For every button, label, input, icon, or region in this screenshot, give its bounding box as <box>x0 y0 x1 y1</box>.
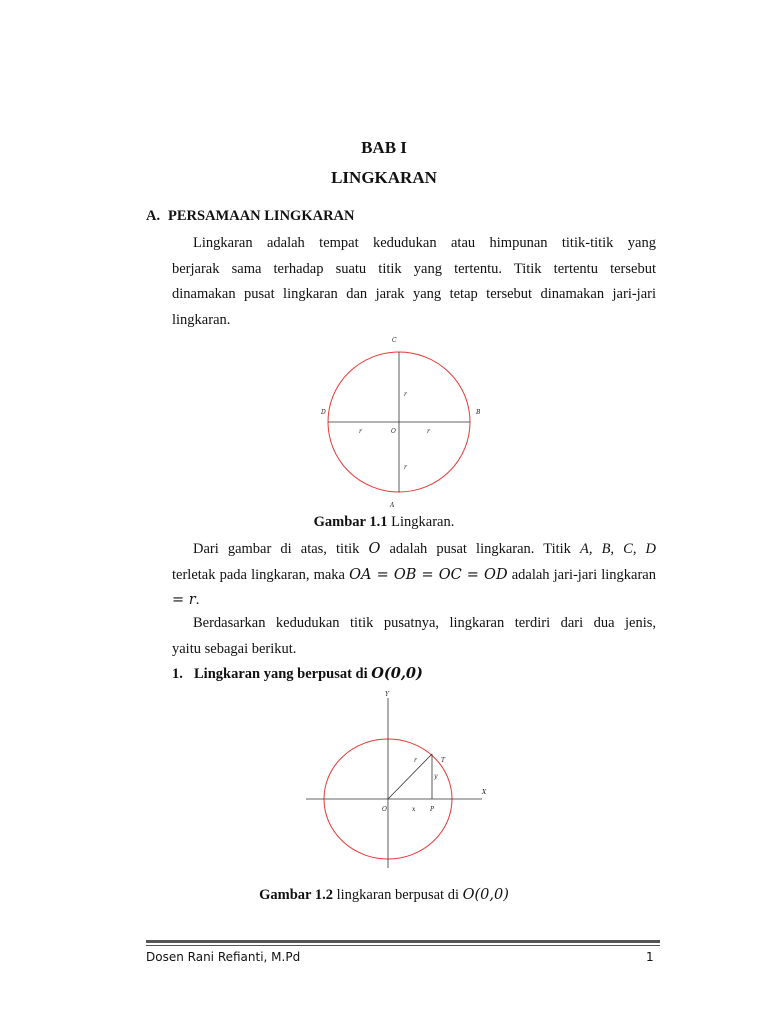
paragraph-explanation <box>172 537 656 614</box>
paragraph-line: lingkaran. <box>172 311 231 328</box>
label-radius-left: r <box>359 428 362 435</box>
label-b: B <box>476 409 481 416</box>
section-heading <box>146 208 355 225</box>
subsection-number: 1. <box>172 666 183 682</box>
label-d: D <box>321 409 326 416</box>
text-run: terletak pada lingkaran, maka <box>172 566 350 583</box>
text-run: adalah pusat lingkaran. Titik <box>380 541 581 557</box>
math-equation: = r <box>172 592 196 608</box>
page-number: 1 <box>646 950 654 964</box>
math-o: O <box>368 541 381 557</box>
label-o: O <box>391 428 396 435</box>
text-run: Dari gambar di atas, titik <box>193 541 369 557</box>
figure-caption-2 <box>0 887 768 904</box>
subsection-heading <box>172 665 423 683</box>
label-x-axis: X <box>482 789 487 796</box>
label-radius-top: r <box>404 391 407 398</box>
paragraph-types <box>172 611 656 662</box>
label-radius: r <box>414 757 417 764</box>
paragraph-line: berjarak sama terhadap suatu titik yang tertentu. Titik tertentu tersebut <box>172 260 656 277</box>
paragraph-line <box>172 537 656 563</box>
radius-line <box>388 754 432 799</box>
text-run: adalah jari-jari lingkaran <box>507 566 656 583</box>
caption-label: Gambar 1.1 <box>313 514 388 530</box>
paragraph-line: dinamakan pusat lingkaran dan jarak yang tetap tersebut dinamakan jari-jari <box>172 286 656 302</box>
label-point-p: P <box>430 806 435 813</box>
paragraph-line: Berdasarkan kedudukan titik pusatnya, lingkaran terdiri dari dua jenis, <box>193 615 656 631</box>
label-a: A <box>390 502 395 509</box>
section-number: A. <box>146 208 161 224</box>
label-y: y <box>434 773 438 780</box>
label-y-axis: Y <box>385 691 389 698</box>
paragraph-line: Lingkaran adalah tempat kedudukan atau himpunan titik-titik yang <box>193 235 656 251</box>
label-radius-bottom: r <box>404 464 407 471</box>
label-point-t: T <box>441 757 446 764</box>
footer-rule <box>146 940 660 943</box>
label-x: x <box>412 806 416 813</box>
footer-rule-thin <box>146 945 660 946</box>
coordinate-circle-figure <box>304 688 500 868</box>
label-radius-right: r <box>427 428 430 435</box>
figure-caption-1 <box>0 514 768 531</box>
math-equation: OA = OB = OC = OD <box>349 566 508 583</box>
label-c: C <box>392 337 397 344</box>
text-run: . <box>195 592 200 608</box>
footer-author: Dosen Rani Refianti, M.Pd <box>146 950 301 964</box>
label-origin: O <box>382 806 387 813</box>
chapter-title: LINGKARAN <box>331 168 437 187</box>
points-list: A, B, C, D <box>580 541 656 557</box>
paragraph-line <box>172 588 656 614</box>
paragraph-line: yaitu sebagai berikut. <box>172 640 297 657</box>
subsection-math: O(0,0) <box>371 665 423 682</box>
caption-label: Gambar 1.2 <box>259 887 333 903</box>
section-title: PERSAMAAN LINGKARAN <box>168 208 355 224</box>
caption-text: lingkaran berpusat di <box>332 887 463 903</box>
subsection-title: Lingkaran yang berpusat di <box>194 666 372 682</box>
caption-math: O(0,0) <box>462 887 509 903</box>
paragraph-definition <box>172 231 656 333</box>
paragraph-line <box>172 563 656 589</box>
caption-text: Lingkaran. <box>387 514 455 530</box>
chapter-number: BAB I <box>361 138 407 157</box>
circle-figure <box>314 332 484 512</box>
